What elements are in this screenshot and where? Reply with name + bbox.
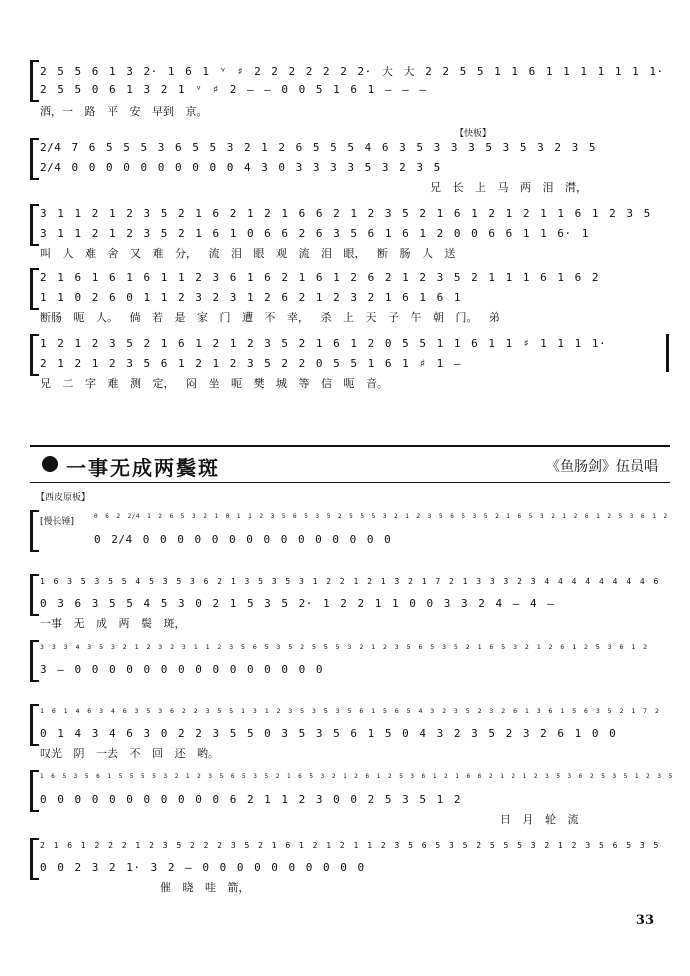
staff-lower: 3 1 1 2 1 2 3 5 2 1 6 1 0 6 6 2 6 3 5 6 1 6 1 2 0 0 6 6 1 1 6· 1 (40, 227, 589, 240)
score-system-6 (30, 510, 670, 560)
staff-upper: 2/4 7 6 5 5 5 3 6 5 5 3 2 1 2 6 5 5 5 4 6 3 5 3 3 3 5 3 5 3 2 3 5 (40, 141, 596, 154)
system-bracket (30, 268, 39, 310)
staff-lower: 2/4 0 0 0 0 0 0 0 0 0 0 4 3 0 3 3 3 3 5 3 2 3 5 (40, 161, 441, 174)
staff-upper: 1 2 1 2 3 5 2 1 6 1 2 1 2 3 5 2 1 6 1 2 0 5 5 1 1 6 1 1 ♯ 1 1 1 1· (40, 337, 607, 350)
system-bracket (30, 704, 39, 746)
staff-upper: 3 3 3 4 3 5 3 2 1 2 3 2 3 1 1 2 3 5 6 5 3 5 2 5 5 5 3 2 1 2 3 5 6 5 3 5 2 1 6 5 3 2 1 2 6 1 2 5 3 6 1 2 (40, 643, 648, 651)
score-system-4 (30, 268, 670, 328)
staff-lower: 0 2/4 0 0 0 0 0 0 0 0 0 0 0 0 0 0 0 (94, 533, 392, 546)
lyrics-line: 叹光 阴 一去 不 回 还 哟。 (40, 747, 219, 760)
staff-lower: 0 1 4 3 4 6 3 0 2 2 3 5 5 0 3 5 3 5 6 1 5 0 4 3 2 3 5 2 3 2 6 1 0 0 (40, 727, 617, 740)
tempo-marking-kuaiban: 【快板】 (455, 129, 492, 139)
score-system-1 (30, 60, 670, 120)
score-system-2 (30, 138, 670, 198)
score-system-3 (30, 204, 670, 264)
staff-upper: 0 6 2 2/4 1 2 6 5 3 2 1 0 1 1 2 3 5 6 5 3 5 2 5 5 5 3 2 1 2 3 5 6 5 3 5 2 1 6 5 3 2 1 2 6 1 2 5 3 6 1 2 (94, 513, 668, 520)
staff-upper: 1 6 1 4 6 3 4 6 3 5 3 6 2 2 3 5 5 1 3 1 2 3 5 3 5 3 5 6 1 5 6 5 4 3 2 3 5 2 3 2 6 1 3 6 1 5 6 3 5 2 1 7 2 (40, 707, 660, 715)
staff-lower: 3 – 0 0 0 0 0 0 0 0 0 0 0 0 0 0 0 (40, 663, 324, 676)
system-bracket (30, 838, 39, 880)
lyrics-line: 一事 无 成 两 鬓 斑， (40, 617, 186, 630)
system-bracket (30, 60, 39, 102)
bullet-icon (42, 456, 58, 472)
score-system-10 (30, 770, 673, 830)
staff-upper: 2 5 5 6 1 3 2· 1 6 1 ᵛ ♯ 2 2 2 2 2 2 2· 大 大 2 2 5 5 1 1 6 1 1 1 1 1 1 1· (40, 65, 664, 78)
percussion-marking: [慢长锤] (40, 517, 75, 527)
lyrics-line: 兄 长 上 马 两 泪 潸， (430, 181, 587, 194)
final-barline (666, 334, 669, 372)
score-system-11 (30, 838, 670, 898)
staff-lower: 0 0 2 3 2 1· 3 2 – 0 0 0 0 0 0 0 0 0 0 (40, 861, 365, 874)
section-rule (30, 445, 670, 447)
score-system-9 (30, 704, 670, 764)
staff-upper: 1 6 3 5 3 5 5 4 5 3 5 3 6 2 1 3 5 3 5 3 1 2 2 1 2 1 3 2 1 7 2 1 3 3 3 2 3 4 4 4 4 4 4 4 4 6 (40, 577, 659, 586)
staff-upper: 3 1 1 2 1 2 3 5 2 1 6 2 1 2 1 6 6 2 1 2 3 5 2 1 6 1 2 1 2 1 1 6 1 2 3 5 (40, 207, 651, 220)
lyrics-line: 日 月 轮 流 (500, 813, 579, 826)
staff-lower: 2 1 2 1 2 3 5 6 1 2 1 2 3 5 2 2 0 5 5 1 6 1 ♯ 1 – (40, 357, 462, 370)
section-rule-bottom (30, 482, 670, 483)
system-bracket (30, 574, 39, 616)
score-system-7 (30, 574, 670, 634)
lyrics-line: 断肠 呃 人。 倘 若 是 家 门 遭 不 幸， 杀 上 天 子 午 朝 门。 弟 (40, 311, 500, 324)
system-bracket (30, 204, 39, 246)
section-title: 一事无成两鬓斑 (66, 456, 220, 480)
staff-lower: 0 0 0 0 0 0 0 0 0 0 0 6 2 1 1 2 3 0 0 2 5 3 5 1 2 (40, 793, 462, 806)
score-system-5 (30, 334, 670, 394)
staff-upper: 1 6 5 3 5 6 1 5 5 5 5 3 2 1 2 3 5 6 5 3 5 2 1 6 5 3 2 1 2 6 1 2 5 3 6 1 2 1 6 6 2 1 2 1 2 3 5 3 6 2 5 3 5 1 2 3 5 (40, 773, 673, 780)
staff-lower: 2 5 5 0 6 1 3 2 1 ᵛ ♯ 2 – – 0 0 5 1 6 1 – – – (40, 83, 427, 96)
page-number: 33 (635, 913, 654, 928)
section-source: 《鱼肠剑》伍员唱 (546, 459, 658, 475)
lyrics-line: 叫 人 难 舍 又 难 分， 流 泪 眼 观 流 泪 眼， 断 肠 人 送 (40, 247, 456, 260)
staff-upper: 2 1 6 1 6 1 6 1 1 2 3 6 1 6 2 1 6 1 2 6 2 1 2 3 5 2 1 1 1 6 1 6 2 (40, 271, 599, 284)
tempo-marking-xipi-yuanban: 【西皮原板】 (36, 493, 91, 503)
system-bracket (30, 770, 39, 812)
system-bracket (30, 640, 39, 682)
staff-upper: 2 1 6 1 2 2 2 1 2 3 5 2 2 2 3 5 2 1 6 1 2 1 2 1 1 2 3 5 6 5 3 5 2 5 5 5 3 2 1 2 3 5 6 5 3 5 (40, 841, 659, 850)
staff-lower: 0 3 6 3 5 5 4 5 3 0 2 1 5 3 5 2· 1 2 2 1 1 0 0 3 3 2 4 – 4 – (40, 597, 555, 610)
lyrics-line: 兄 二 字 难 测 定， 闷 坐 呃 樊 城 等 信 呃 音。 (40, 377, 388, 390)
score-system-8 (30, 640, 670, 690)
system-bracket (30, 334, 39, 376)
lyrics-line: 催 晓 哇 箭， (160, 881, 250, 894)
system-bracket (30, 510, 39, 552)
system-bracket (30, 138, 39, 180)
staff-lower: 1 1 0 2 6 0 1 1 2 3 2 3 1 2 6 2 1 2 3 2 1 6 1 6 1 (40, 291, 462, 304)
lyrics-line: 酒，一 路 平 安 早到 京。 (40, 105, 208, 118)
